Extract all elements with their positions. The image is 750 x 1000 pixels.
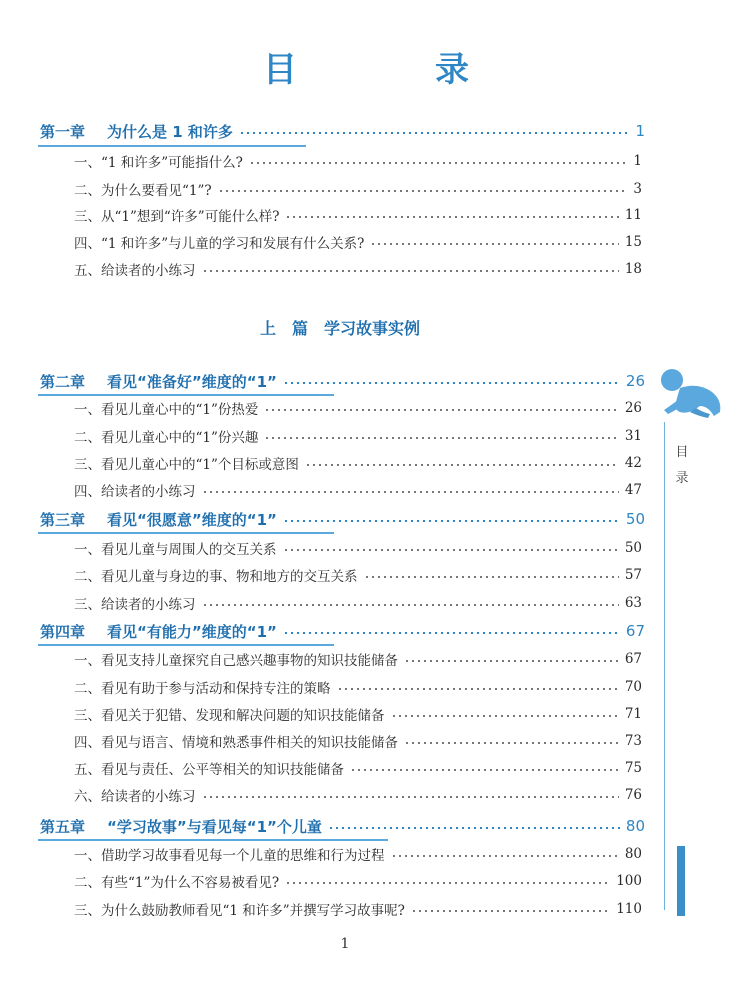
chapter-number: 第三章: [40, 510, 86, 529]
entry-title: 五、看见与责任、公平等相关的知识技能储备: [74, 762, 344, 778]
page-ref: 26: [625, 372, 645, 390]
dot-leader: [249, 162, 627, 164]
page-ref: 73: [624, 733, 642, 749]
toc-entry[interactable]: [74, 536, 642, 560]
entry-title: 一、看见儿童心中的“1”份热爱: [74, 402, 259, 418]
side-label-char: 目: [675, 445, 689, 460]
entry-title: 二、看见有助于参与活动和保持专注的策略: [74, 681, 331, 697]
page-ref: 67: [625, 622, 645, 640]
page-ref: 11: [624, 207, 642, 223]
dot-leader: [391, 715, 619, 717]
page-ref: 80: [624, 846, 642, 862]
entry-title: 五、给读者的小练习: [74, 263, 196, 279]
toc-entry[interactable]: [74, 783, 642, 807]
toc-entry[interactable]: [74, 424, 642, 448]
dot-leader: [283, 549, 619, 551]
chapter-underline: [38, 644, 334, 646]
dot-leader: [404, 742, 619, 744]
toc-entry[interactable]: [74, 451, 642, 475]
page-ref: 3: [633, 181, 642, 197]
page-ref: 63: [624, 595, 642, 611]
page-ref: 50: [624, 540, 642, 556]
page-ref: 15: [624, 234, 642, 250]
page-ref: 42: [624, 455, 642, 471]
entry-title: 一、看见支持儿童探究自己感兴趣事物的知识技能储备: [74, 653, 398, 669]
page-ref: 1: [635, 122, 645, 140]
page-ref: 71: [624, 706, 642, 722]
entry-title: 三、看见关于犯错、发现和解决问题的知识技能储备: [74, 708, 385, 724]
toc-entry[interactable]: [74, 591, 642, 615]
chapter-underline: [38, 145, 306, 147]
entry-title: 三、给读者的小练习: [74, 597, 196, 613]
dot-leader: [350, 769, 619, 771]
entry-title: 六、给读者的小练习: [74, 789, 196, 805]
dot-leader: [202, 796, 619, 798]
toc-entry[interactable]: [74, 230, 642, 254]
dot-leader: [264, 409, 618, 411]
toc-entry[interactable]: [74, 702, 642, 726]
entry-title: 四、“1 和许多”与儿童的学习和发展有什么关系?: [74, 236, 365, 252]
toc-entry[interactable]: [74, 396, 642, 420]
toc-chapter-2[interactable]: [40, 369, 645, 393]
page-ref: 18: [624, 261, 642, 277]
side-label-char: 录: [675, 471, 689, 486]
page-ref: 47: [624, 482, 642, 498]
entry-title: 四、给读者的小练习: [74, 484, 196, 500]
toc-entry[interactable]: [74, 257, 642, 281]
side-tab-bar: [677, 846, 685, 916]
page-ref: 80: [625, 817, 645, 835]
chapter-title: “学习故事”与看见每“1”个儿童: [107, 817, 322, 836]
entry-title: 二、看见儿童与身边的事、物和地方的交互关系: [74, 569, 358, 585]
dot-leader: [364, 576, 619, 578]
toc-chapter-4[interactable]: [40, 619, 645, 643]
toc-entry[interactable]: [74, 563, 642, 587]
chapter-number: 第五章: [40, 817, 86, 836]
dot-leader: [285, 216, 618, 218]
toc-chapter-3[interactable]: [40, 507, 645, 531]
dot-leader: [328, 827, 620, 829]
dot-leader: [264, 437, 618, 439]
dot-leader: [370, 243, 618, 245]
toc-chapter-1[interactable]: [40, 119, 645, 143]
toc-entry[interactable]: [74, 647, 642, 671]
entry-title: 三、从“1”想到“许多”可能什么样?: [74, 209, 280, 225]
toc-entry[interactable]: [74, 675, 642, 699]
chapter-underline: [38, 839, 388, 841]
toc-entry[interactable]: [74, 177, 642, 201]
chapter-title: 看见“有能力”维度的“1”: [107, 622, 277, 641]
page-ref: 50: [625, 510, 645, 528]
dot-leader: [239, 132, 630, 134]
chapter-title: 为什么是 1 和许多: [107, 122, 233, 141]
toc-entry[interactable]: [74, 842, 642, 866]
side-rule: [664, 422, 665, 910]
page-ref: 1: [633, 153, 642, 169]
dot-leader: [283, 632, 620, 634]
entry-title: 一、看见儿童与周围人的交互关系: [74, 542, 277, 558]
dot-leader: [285, 882, 610, 884]
dot-leader: [202, 270, 619, 272]
dot-leader: [337, 688, 619, 690]
entry-title: 一、借助学习故事看见每一个儿童的思维和行为过程: [74, 848, 385, 864]
side-label: [674, 440, 690, 492]
entry-title: 二、为什么要看见“1”?: [74, 183, 212, 199]
chapter-title: 看见“准备好”维度的“1”: [107, 372, 277, 391]
page-ref: 76: [624, 787, 642, 803]
chapter-number: 第四章: [40, 622, 86, 641]
toc-chapter-5[interactable]: [40, 814, 645, 838]
dot-leader: [305, 464, 619, 466]
kneeling-child-icon: [650, 366, 730, 422]
entry-title: 一、“1 和许多”可能指什么?: [74, 155, 243, 171]
entry-title: 三、看见儿童心中的“1”个目标或意图: [74, 457, 299, 473]
dot-leader: [404, 660, 619, 662]
toc-entry[interactable]: [74, 756, 642, 780]
toc-entry[interactable]: [74, 729, 642, 753]
toc-entry[interactable]: [74, 897, 642, 921]
page-ref: 100: [616, 873, 642, 889]
part-heading: 上 篇 学习故事实例: [259, 319, 420, 338]
dot-leader: [202, 491, 619, 493]
chapter-number: 第二章: [40, 372, 86, 391]
entry-title: 二、有些“1”为什么不容易被看见?: [74, 875, 280, 891]
page-ref: 70: [624, 679, 642, 695]
page-ref: 57: [624, 567, 642, 583]
page-ref: 31: [624, 428, 642, 444]
page-ref: 67: [624, 651, 642, 667]
toc-entry[interactable]: [74, 149, 642, 173]
page-ref: 26: [624, 400, 642, 416]
dot-leader: [391, 855, 619, 857]
dot-leader: [202, 604, 619, 606]
entry-title: 四、看见与语言、情境和熟悉事件相关的知识技能储备: [74, 735, 398, 751]
toc-entry[interactable]: [74, 869, 642, 893]
chapter-underline: [38, 532, 334, 534]
chapter-number: 第一章: [40, 122, 86, 141]
dot-leader: [218, 190, 628, 192]
dot-leader: [411, 910, 610, 912]
page-ref: 75: [624, 760, 642, 776]
toc-entry[interactable]: [74, 203, 642, 227]
page-number: 1: [340, 936, 350, 952]
entry-title: 三、为什么鼓励教师看见“1 和许多”并撰写学习故事呢?: [74, 903, 405, 919]
chapter-title: 看见“很愿意”维度的“1”: [107, 510, 277, 529]
dot-leader: [283, 382, 620, 384]
dot-leader: [283, 520, 620, 522]
toc-entry[interactable]: [74, 478, 642, 502]
page-title: 目 录: [263, 50, 521, 90]
entry-title: 二、看见儿童心中的“1”份兴趣: [74, 430, 259, 446]
page-ref: 110: [616, 901, 642, 917]
